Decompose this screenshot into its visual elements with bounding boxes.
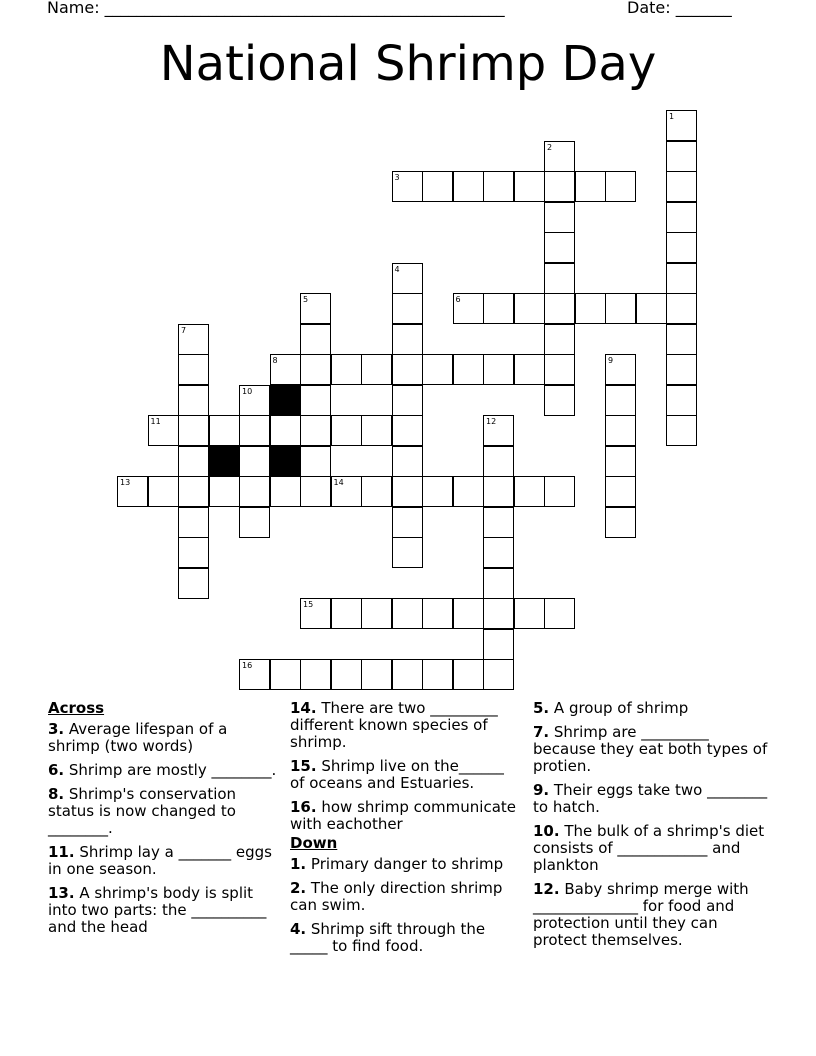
clue-number: 2. (290, 879, 307, 897)
grid-cell[interactable] (483, 293, 514, 324)
grid-cell[interactable] (117, 476, 148, 507)
clue-text: The bulk of a shrimp's diet consists of ____________ and plankton (533, 822, 765, 874)
grid-cell[interactable] (666, 385, 697, 416)
grid-cell[interactable] (392, 476, 423, 507)
grid-cell[interactable] (392, 385, 423, 416)
clue-number: 1. (290, 855, 307, 873)
grid-cell[interactable] (544, 293, 575, 324)
grid-cell[interactable] (239, 415, 270, 446)
cell-number: 2 (547, 142, 553, 152)
grid-cell[interactable] (178, 385, 209, 416)
grid-cell[interactable] (666, 354, 697, 385)
clue-down-12 (533, 881, 768, 949)
cell-number: 15 (303, 600, 314, 609)
clue-number: 6. (48, 761, 65, 779)
clue-down-10 (533, 823, 768, 874)
grid-cell[interactable] (178, 324, 209, 355)
grid-cell[interactable] (544, 202, 575, 233)
grid-cell[interactable] (300, 659, 331, 690)
grid-cell[interactable] (209, 415, 240, 446)
grid-cell[interactable] (300, 293, 331, 324)
grid-cell[interactable] (514, 293, 545, 324)
clue-text: Baby shrimp merge with ______________ for food and protection until they can protect themselves. (533, 880, 749, 949)
clue-text: A group of shrimp (549, 699, 689, 717)
clue-text: Average lifespan of a shrimp (two words) (48, 720, 228, 755)
grid-cell[interactable] (300, 354, 331, 385)
grid-cell[interactable] (483, 354, 514, 385)
grid-cell[interactable] (666, 171, 697, 202)
grid-cell[interactable] (178, 537, 209, 568)
clue-text: Shrimp's conservation status is now changed to ________. (48, 785, 237, 837)
grid-cell[interactable] (331, 415, 362, 446)
grid-cell[interactable] (544, 171, 575, 202)
clue-text: A shrimp's body is split into two parts: the __________ and the head (48, 884, 267, 936)
grid-cell[interactable] (422, 659, 453, 690)
grid-cell[interactable] (178, 507, 209, 538)
cell-number: 12 (486, 417, 497, 426)
grid-cell[interactable] (605, 171, 636, 202)
black-cell (270, 446, 301, 477)
grid-cell[interactable] (392, 415, 423, 446)
grid-cell[interactable] (483, 659, 514, 690)
clue-number: 5. (533, 699, 550, 717)
name-field: Name: __________________________________________________ (47, 0, 505, 17)
grid-cell[interactable] (666, 293, 697, 324)
grid-cell[interactable] (392, 446, 423, 477)
grid-cell[interactable] (178, 568, 209, 599)
grid-cell[interactable] (544, 324, 575, 355)
grid-cell[interactable] (453, 476, 484, 507)
grid-cell[interactable] (178, 354, 209, 385)
clue-number: 7. (533, 723, 550, 741)
cell-number: 13 (120, 478, 131, 487)
clue-text: The only direction shrimp can swim. (290, 879, 503, 914)
page-title: National Shrimp Day (159, 36, 657, 92)
grid-cell[interactable] (239, 446, 270, 477)
grid-cell[interactable] (544, 385, 575, 416)
clue-across-6 (48, 762, 278, 779)
grid-cell[interactable] (605, 293, 636, 324)
grid-cell[interactable] (239, 476, 270, 507)
grid-cell[interactable] (239, 385, 270, 416)
clue-text: There are two _________ different known species of shrimp. (290, 699, 498, 751)
grid-cell[interactable] (605, 507, 636, 538)
clue-text: Shrimp live on the______ of oceans and Estuaries. (290, 757, 504, 792)
grid-cell[interactable] (392, 293, 423, 324)
clue-column-2 (290, 700, 520, 962)
cell-number: 6 (455, 295, 461, 304)
clue-number: 13. (48, 884, 75, 902)
cell-number: 1 (669, 112, 675, 121)
clue-text: Their eggs take two ________ to hatch. (533, 781, 768, 816)
grid-cell[interactable] (453, 354, 484, 385)
grid-cell[interactable] (422, 171, 453, 202)
grid-cell[interactable] (300, 446, 331, 477)
across-heading: Across (48, 699, 105, 717)
clue-text: Shrimp sift through the _____ to find food. (290, 920, 486, 955)
grid-cell[interactable] (300, 324, 331, 355)
grid-cell[interactable] (514, 476, 545, 507)
grid-cell[interactable] (666, 324, 697, 355)
grid-cell[interactable] (575, 293, 606, 324)
clue-text: Shrimp are _________ because they eat both types of protien. (533, 723, 768, 775)
grid-cell[interactable] (605, 385, 636, 416)
grid-cell[interactable] (361, 659, 392, 690)
grid-cell[interactable] (666, 232, 697, 263)
clue-across-3 (48, 721, 278, 755)
grid-cell[interactable] (544, 263, 575, 294)
clue-text: Primary danger to shrimp (306, 855, 504, 873)
cell-number: 3 (394, 173, 400, 182)
black-cell (270, 385, 301, 416)
grid-cell[interactable] (544, 476, 575, 507)
grid-cell[interactable] (239, 507, 270, 538)
grid-cell[interactable] (422, 354, 453, 385)
clue-across-8 (48, 786, 278, 837)
grid-cell[interactable] (666, 202, 697, 233)
clue-column-1 (48, 700, 278, 943)
cell-number: 7 (181, 325, 187, 335)
grid-cell[interactable] (361, 415, 392, 446)
grid-cell[interactable] (605, 476, 636, 507)
clue-number: 14. (290, 699, 317, 717)
grid-cell[interactable] (331, 354, 362, 385)
grid-cell[interactable] (178, 415, 209, 446)
grid-cell[interactable] (483, 537, 514, 568)
clue-number: 16. (290, 798, 317, 816)
clue-across-15 (290, 758, 520, 792)
grid-cell[interactable] (483, 415, 514, 446)
grid-cell[interactable] (483, 568, 514, 599)
grid-cell[interactable] (422, 476, 453, 507)
cell-number: 16 (242, 661, 253, 670)
clue-number: 15. (290, 757, 317, 775)
grid-cell[interactable] (483, 629, 514, 660)
grid-cell[interactable] (392, 598, 423, 629)
grid-cell[interactable] (636, 293, 667, 324)
cell-number: 14 (333, 478, 344, 487)
cell-number: 8 (272, 356, 278, 365)
grid-cell[interactable] (270, 659, 301, 690)
clue-text: Shrimp lay a _______ eggs in one season. (48, 843, 272, 878)
cell-number: 9 (608, 356, 614, 365)
clue-down-2 (290, 880, 520, 914)
grid-cell[interactable] (666, 141, 697, 172)
grid-cell[interactable] (392, 171, 423, 202)
grid-cell[interactable] (300, 415, 331, 446)
clue-column-3 (533, 700, 768, 956)
grid-cell[interactable] (483, 598, 514, 629)
clue-down-1 (290, 856, 520, 873)
grid-cell[interactable] (392, 354, 423, 385)
clue-number: 12. (533, 880, 560, 898)
cell-number: 5 (303, 295, 309, 304)
clue-down-4 (290, 921, 520, 955)
grid-cell[interactable] (422, 598, 453, 629)
clue-down-7 (533, 724, 768, 775)
grid-cell[interactable] (392, 659, 423, 690)
grid-cell[interactable] (392, 263, 423, 294)
grid-cell[interactable] (239, 659, 270, 690)
grid-cell[interactable] (483, 507, 514, 538)
grid-cell[interactable] (148, 476, 179, 507)
cell-number: 11 (150, 417, 161, 426)
grid-cell[interactable] (483, 476, 514, 507)
grid-cell[interactable] (392, 537, 423, 568)
grid-cell[interactable] (544, 354, 575, 385)
clue-down-5 (533, 700, 768, 717)
grid-cell[interactable] (453, 598, 484, 629)
grid-cell[interactable] (666, 110, 697, 141)
grid-cell[interactable] (361, 598, 392, 629)
grid-cell[interactable] (178, 446, 209, 477)
cell-number: 4 (394, 264, 400, 274)
grid-cell[interactable] (178, 476, 209, 507)
grid-cell[interactable] (300, 476, 331, 507)
grid-cell[interactable] (666, 415, 697, 446)
clue-across-13 (48, 885, 278, 936)
grid-cell[interactable] (300, 598, 331, 629)
grid-cell[interactable] (331, 598, 362, 629)
grid-cell[interactable] (453, 293, 484, 324)
clue-number: 8. (48, 785, 65, 803)
clue-number: 3. (48, 720, 65, 738)
clue-number: 4. (290, 920, 307, 938)
grid-cell[interactable] (544, 232, 575, 263)
grid-cell[interactable] (331, 659, 362, 690)
grid-cell[interactable] (514, 171, 545, 202)
down-heading: Down (290, 834, 338, 852)
grid-cell[interactable] (361, 354, 392, 385)
grid-cell[interactable] (270, 476, 301, 507)
grid-cell[interactable] (392, 507, 423, 538)
grid-cell[interactable] (514, 598, 545, 629)
black-cell (209, 446, 240, 477)
grid-cell[interactable] (270, 415, 301, 446)
clue-number: 11. (48, 843, 75, 861)
grid-cell[interactable] (483, 171, 514, 202)
clue-across-11 (48, 844, 278, 878)
clue-text: how shrimp communicate with eachother (290, 798, 517, 833)
clue-down-9 (533, 782, 768, 816)
grid-cell[interactable] (605, 446, 636, 477)
clue-across-14 (290, 700, 520, 751)
grid-cell[interactable] (666, 263, 697, 294)
grid-cell[interactable] (514, 354, 545, 385)
grid-cell[interactable] (331, 476, 362, 507)
grid-cell[interactable] (209, 476, 240, 507)
clue-number: 9. (533, 781, 550, 799)
grid-cell[interactable] (148, 415, 179, 446)
clue-text: Shrimp are mostly ________. (64, 761, 277, 779)
cell-number: 10 (242, 386, 253, 396)
grid-cell[interactable] (453, 171, 484, 202)
grid-cell[interactable] (605, 415, 636, 446)
grid-cell[interactable] (361, 476, 392, 507)
clue-number: 10. (533, 822, 560, 840)
grid-cell[interactable] (544, 141, 575, 172)
grid-cell[interactable] (483, 446, 514, 477)
clue-across-16 (290, 799, 520, 833)
grid-cell[interactable] (544, 598, 575, 629)
grid-cell[interactable] (605, 354, 636, 385)
grid-cell[interactable] (575, 171, 606, 202)
grid-cell[interactable] (392, 324, 423, 355)
grid-cell[interactable] (300, 385, 331, 416)
grid-cell[interactable] (270, 354, 301, 385)
grid-cell[interactable] (453, 659, 484, 690)
date-field: Date: _______ (627, 0, 732, 17)
